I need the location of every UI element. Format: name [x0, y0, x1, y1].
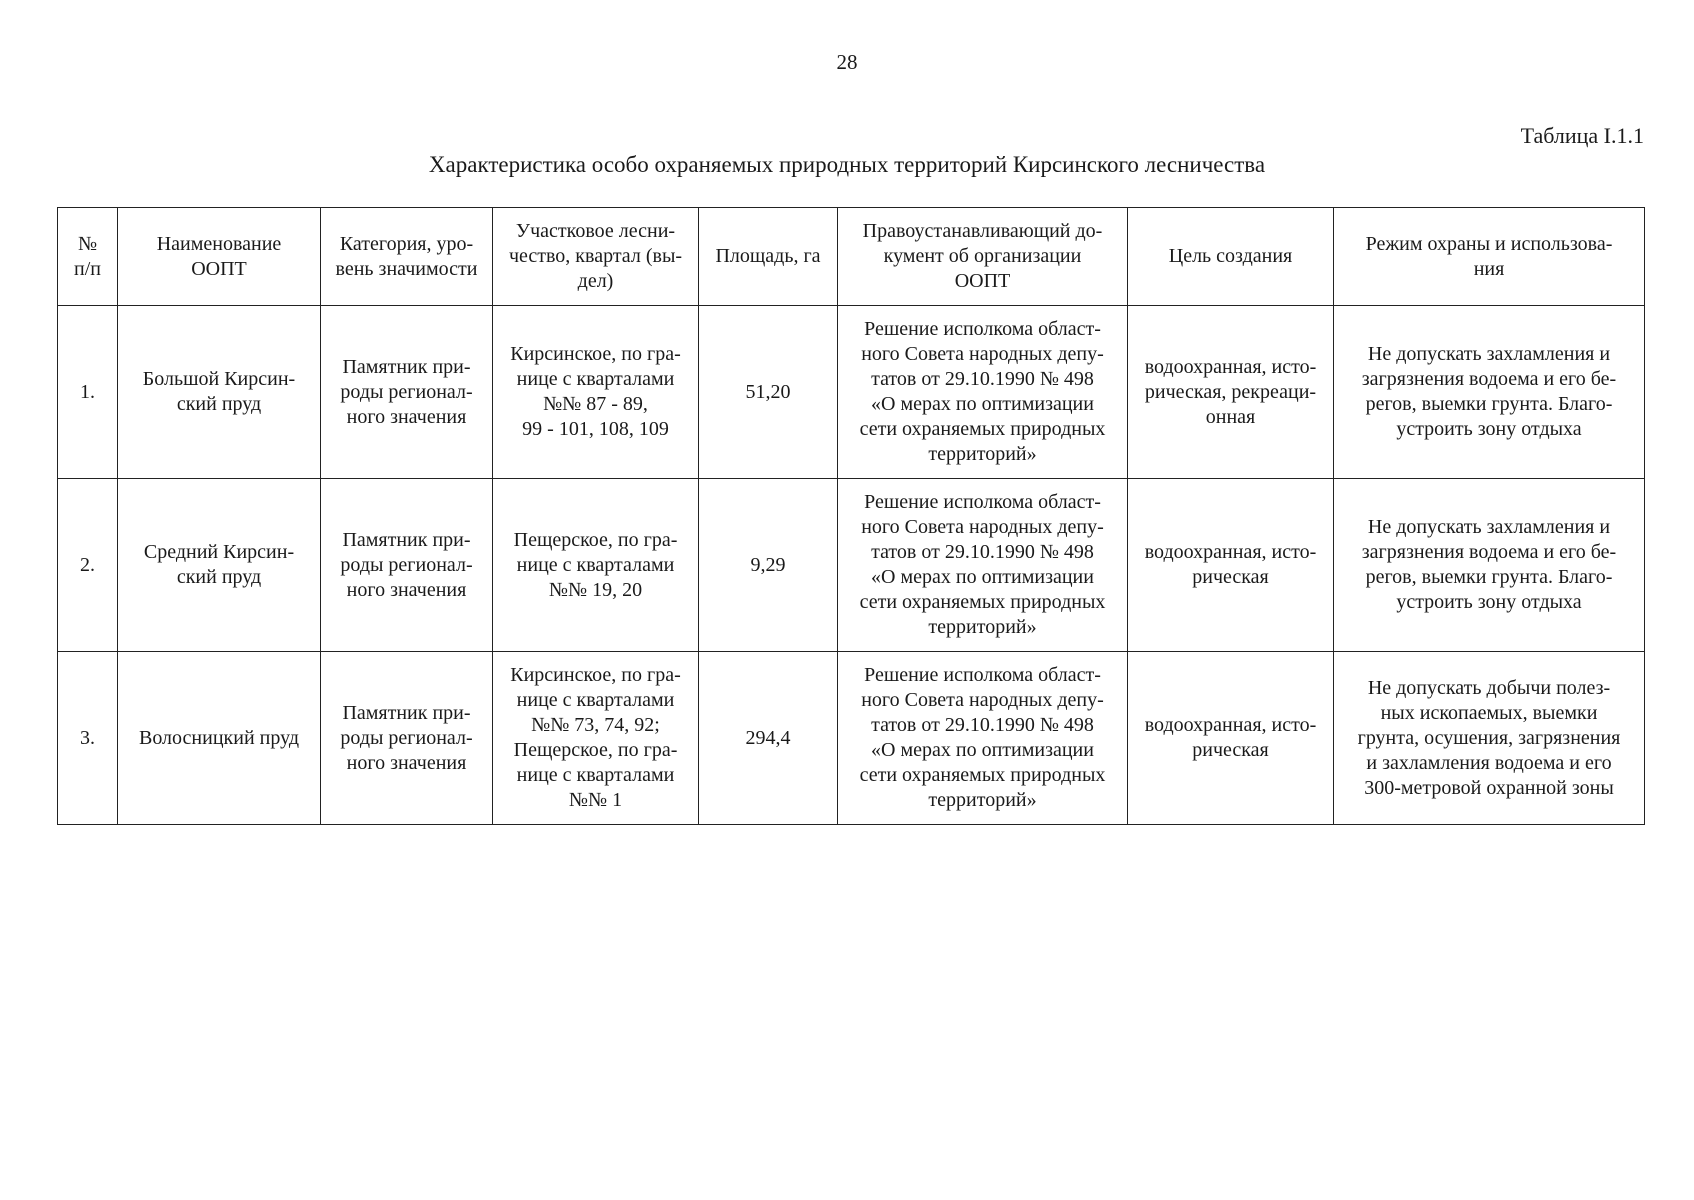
cell-line: «О мерах по оптимизации — [871, 566, 1094, 588]
page-number: 28 — [836, 50, 858, 74]
cell-line: Кирсинское, по гра- — [510, 343, 681, 365]
cell-line: ного значения — [346, 578, 467, 601]
table-label: Таблица I.1.1 — [1520, 123, 1644, 148]
cell-line: территорий» — [928, 789, 1037, 811]
cell-line: ного значения — [346, 405, 467, 428]
cell-line: ский пруд — [176, 566, 262, 588]
cell-line: 9,29 — [750, 553, 786, 576]
oopt-table — [57, 207, 1645, 825]
cell-category — [321, 306, 493, 479]
cell-line: татов от 29.10.1990 № 498 — [871, 541, 1094, 563]
cell-line: загрязнения водоема и его бе- — [1361, 541, 1617, 563]
cell-line: сети охраняемых природных — [859, 764, 1106, 786]
cell-line: нице с кварталами — [516, 764, 675, 786]
header-legal-document — [838, 208, 1128, 306]
cell-line: №№ 1 — [568, 789, 623, 811]
cell-line: №№ 73, 74, 92; — [531, 714, 660, 736]
cell-line: 3. — [80, 726, 95, 749]
cell-line: Участковое лесни- — [515, 220, 676, 242]
cell-line: Наименование — [156, 232, 282, 255]
cell-line: №№ 87 - 89, — [543, 393, 648, 415]
cell-line: рическая, рекреаци- — [1144, 380, 1317, 403]
cell-line: ного Совета народных депу- — [861, 343, 1104, 365]
cell-line: Не допускать захламления и — [1367, 343, 1611, 365]
cell-category — [321, 479, 493, 652]
cell-line: Решение исполкома област- — [864, 664, 1101, 686]
cell-line: п/п — [74, 257, 101, 280]
cell-name — [118, 652, 321, 825]
cell-line: Цель создания — [1168, 245, 1293, 267]
cell-line: Решение исполкома област- — [864, 318, 1101, 340]
cell-protection-regime — [1334, 652, 1645, 825]
cell-line: рическая — [1192, 739, 1269, 761]
cell-forestry-quarter — [493, 306, 699, 479]
cell-line: Кирсинское, по гра- — [510, 664, 681, 686]
cell-line: сети охраняемых природных — [859, 591, 1106, 613]
cell-line: ООПТ — [191, 257, 247, 280]
cell-line: загрязнения водоема и его бе- — [1361, 368, 1617, 390]
cell-forestry-quarter — [493, 479, 699, 652]
header-name — [118, 208, 321, 306]
table-row — [58, 479, 1645, 652]
cell-purpose — [1128, 652, 1334, 825]
cell-line: устроить зону отдыха — [1396, 591, 1582, 613]
cell-line: Памятник при- — [342, 355, 471, 378]
cell-category — [321, 652, 493, 825]
cell-line: Большой Кирсин- — [142, 368, 296, 390]
cell-area — [699, 306, 838, 479]
cell-number — [58, 479, 118, 652]
cell-protection-regime — [1334, 306, 1645, 479]
cell-number — [58, 306, 118, 479]
cell-line: ООПТ — [954, 270, 1011, 292]
document-title: Характеристика особо охраняемых природных территорий Кирсинского лесничества — [428, 152, 1266, 177]
cell-line: сети охраняемых природных — [859, 418, 1106, 440]
cell-line: Не допускать добычи полез- — [1367, 676, 1611, 699]
cell-line: 294,4 — [745, 726, 791, 749]
cell-line: Категория, уро- — [339, 232, 474, 255]
cell-line: Памятник при- — [342, 701, 471, 724]
cell-line: регов, выемки грунта. Благо- — [1365, 566, 1613, 588]
cell-legal-document — [838, 652, 1128, 825]
cell-purpose — [1128, 306, 1334, 479]
cell-line: Площадь, га — [715, 245, 821, 267]
cell-line: и захламления водоема и его — [1366, 751, 1612, 774]
cell-line: №№ 19, 20 — [548, 578, 643, 601]
cell-line: Средний Кирсин- — [143, 541, 295, 563]
table-header-row — [58, 208, 1645, 306]
cell-line: регов, выемки грунта. Благо- — [1365, 393, 1613, 415]
cell-legal-document — [838, 306, 1128, 479]
cell-legal-document — [838, 479, 1128, 652]
cell-line: Пещерское, по гра- — [513, 739, 678, 761]
cell-area — [699, 652, 838, 825]
cell-line: роды регионал- — [340, 553, 473, 576]
cell-forestry-quarter — [493, 652, 699, 825]
cell-line: «О мерах по оптимизации — [871, 393, 1094, 415]
cell-area — [699, 479, 838, 652]
cell-line: территорий» — [928, 443, 1037, 465]
cell-line: нице с кварталами — [516, 368, 675, 390]
cell-line: 2. — [80, 553, 95, 576]
header-area — [699, 208, 838, 306]
cell-line: ных ископаемых, выемки — [1380, 701, 1598, 724]
header-number — [58, 208, 118, 306]
cell-line: кумент об организации — [883, 245, 1082, 267]
cell-line: водоохранная, исто- — [1144, 355, 1317, 378]
cell-line: ский пруд — [176, 393, 262, 415]
cell-line: водоохранная, исто- — [1144, 541, 1317, 563]
cell-line: роды регионал- — [340, 380, 473, 403]
header-protection-regime — [1334, 208, 1645, 306]
cell-line: 99 - 101, 108, 109 — [522, 418, 669, 440]
cell-line: «О мерах по оптимизации — [871, 739, 1094, 761]
cell-line: грунта, осушения, загрязнения — [1357, 726, 1621, 749]
cell-line: нице с кварталами — [516, 689, 675, 711]
table-row — [58, 306, 1645, 479]
cell-line: Волосницкий пруд — [138, 726, 300, 749]
cell-line: ния — [1473, 257, 1505, 280]
cell-line: онная — [1205, 405, 1256, 428]
cell-line: № — [77, 232, 98, 255]
header-category — [321, 208, 493, 306]
cell-line: чество, квартал (вы- — [508, 245, 683, 267]
cell-line: татов от 29.10.1990 № 498 — [871, 368, 1094, 390]
cell-line: нице с кварталами — [516, 553, 675, 576]
cell-line: роды регионал- — [340, 726, 473, 749]
table-row — [58, 652, 1645, 825]
cell-line: территорий» — [928, 616, 1037, 638]
cell-line: ного Совета народных депу- — [861, 689, 1104, 711]
header-purpose — [1128, 208, 1334, 306]
cell-number — [58, 652, 118, 825]
cell-name — [118, 306, 321, 479]
cell-line: ного значения — [346, 751, 467, 774]
cell-purpose — [1128, 479, 1334, 652]
cell-line: дел) — [577, 270, 614, 292]
cell-line: ного Совета народных депу- — [861, 516, 1104, 538]
cell-line: Режим охраны и использова- — [1365, 232, 1613, 255]
cell-line: устроить зону отдыха — [1396, 418, 1582, 440]
header-forestry-quarter — [493, 208, 699, 306]
cell-line: Пещерское, по гра- — [513, 528, 678, 551]
cell-line: Памятник при- — [342, 528, 471, 551]
cell-line: 1. — [80, 380, 95, 403]
cell-line: 300-метровой охранной зоны — [1364, 776, 1614, 799]
cell-line: Не допускать захламления и — [1367, 516, 1611, 538]
cell-line: вень значимости — [335, 257, 478, 280]
cell-line: Правоустанавливающий до- — [862, 220, 1103, 242]
cell-name — [118, 479, 321, 652]
cell-line: 51,20 — [745, 380, 791, 403]
cell-line: рическая — [1192, 566, 1269, 588]
cell-line: татов от 29.10.1990 № 498 — [871, 714, 1094, 736]
cell-line: Решение исполкома област- — [864, 491, 1101, 513]
cell-line: водоохранная, исто- — [1144, 714, 1317, 736]
cell-protection-regime — [1334, 479, 1645, 652]
